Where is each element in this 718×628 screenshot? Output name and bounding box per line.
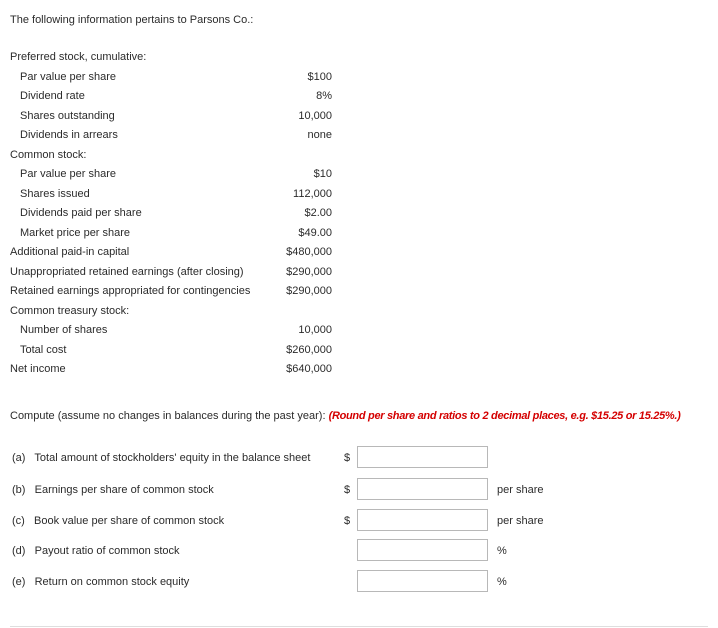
question-e-label: (e) Return on common stock equity bbox=[12, 576, 190, 588]
question-d-unit: % bbox=[497, 545, 507, 557]
treasury-shares-label: Number of shares bbox=[20, 324, 108, 336]
shares-outstanding-row bbox=[10, 107, 340, 127]
treasury-cost-label: Total cost bbox=[20, 343, 67, 356]
net-income-row bbox=[10, 360, 340, 380]
shares-issued-row bbox=[10, 185, 340, 205]
preferred-stock-heading: Preferred stock, cumulative: bbox=[10, 51, 147, 63]
net-income-label: Net income bbox=[10, 363, 66, 375]
apic-value: $480,000 bbox=[286, 246, 332, 258]
preferred-par-value-label: Par value per share bbox=[20, 70, 116, 83]
apic-label: Additional paid-in capital bbox=[10, 246, 130, 258]
instructions-text: Compute (assume no changes in balances during the past year): bbox=[10, 410, 329, 422]
common-stock-heading: Common stock: bbox=[10, 148, 87, 161]
question-c-input[interactable] bbox=[357, 509, 488, 531]
question-c-label: (c) Book value per share of common stock bbox=[12, 515, 225, 527]
dividends-paid-row bbox=[10, 204, 340, 224]
question-d-row bbox=[0, 539, 718, 565]
common-par-value-label: Par value per share bbox=[20, 168, 116, 180]
treasury-stock-heading: Common treasury stock: bbox=[10, 304, 130, 317]
question-b-dollar-sign: $ bbox=[344, 484, 351, 496]
treasury-stock-heading-row bbox=[10, 302, 340, 322]
intro-text: The following information pertains to Parsons Co.: bbox=[10, 14, 254, 26]
question-e-unit: % bbox=[497, 576, 507, 588]
common-par-value-row bbox=[10, 165, 340, 185]
appropriated-re-row bbox=[10, 282, 340, 302]
preferred-par-value-value: $100 bbox=[307, 70, 332, 83]
unappropriated-re-value: $290,000 bbox=[286, 265, 332, 278]
preferred-par-value-row bbox=[10, 68, 340, 88]
dividends-arrears-label: Dividends in arrears bbox=[20, 129, 118, 141]
question-c-dollar-sign: $ bbox=[344, 515, 351, 527]
question-b-input[interactable] bbox=[357, 478, 488, 500]
question-e-row bbox=[0, 570, 718, 596]
treasury-cost-row bbox=[10, 341, 340, 361]
dividends-arrears-value: none bbox=[307, 129, 332, 141]
shares-outstanding-value: 10,000 bbox=[298, 109, 332, 122]
net-income-value: $640,000 bbox=[286, 363, 332, 375]
unappropriated-re-row bbox=[10, 263, 340, 283]
bottom-divider bbox=[10, 626, 708, 627]
question-a-row bbox=[0, 446, 718, 472]
question-a-dollar-sign: $ bbox=[344, 452, 351, 464]
dividend-rate-row bbox=[10, 87, 340, 107]
dividends-paid-label: Dividends paid per share bbox=[20, 207, 142, 219]
treasury-cost-value: $260,000 bbox=[286, 343, 332, 356]
question-d-input[interactable] bbox=[357, 539, 488, 561]
shares-outstanding-label: Shares outstanding bbox=[20, 109, 115, 122]
shares-issued-value: 112,000 bbox=[293, 187, 332, 200]
apic-row bbox=[10, 243, 340, 263]
dividend-rate-label: Dividend rate bbox=[20, 90, 85, 102]
question-a-input[interactable] bbox=[357, 446, 488, 468]
dividend-rate-value: 8% bbox=[316, 90, 332, 102]
question-e-input[interactable] bbox=[357, 570, 488, 592]
treasury-shares-row bbox=[10, 321, 340, 341]
instructions bbox=[10, 410, 681, 422]
unappropriated-re-label: Unappropriated retained earnings (after closing) bbox=[10, 265, 244, 278]
appropriated-re-label: Retained earnings appropriated for contingencies bbox=[10, 285, 251, 297]
market-price-value: $49.00 bbox=[298, 226, 332, 239]
market-price-label: Market price per share bbox=[20, 226, 131, 239]
question-a-label: (a) Total amount of stockholders' equity in the balance sheet bbox=[12, 452, 311, 464]
question-d-label: (d) Payout ratio of common stock bbox=[12, 545, 180, 557]
dividends-paid-value: $2.00 bbox=[304, 207, 332, 219]
dividends-arrears-row bbox=[10, 126, 340, 146]
question-c-unit: per share bbox=[497, 515, 544, 527]
question-b-label: (b) Earnings per share of common stock bbox=[12, 484, 214, 496]
common-stock-heading-row bbox=[10, 146, 340, 166]
appropriated-re-value: $290,000 bbox=[286, 285, 332, 297]
question-c-row bbox=[0, 509, 718, 535]
financial-info-list bbox=[10, 48, 340, 380]
common-par-value-value: $10 bbox=[313, 168, 332, 180]
rounding-note: (Round per share and ratios to 2 decimal places, e.g. $15.25 or 15.25%.) bbox=[328, 410, 681, 422]
shares-issued-label: Shares issued bbox=[20, 187, 90, 200]
market-price-row bbox=[10, 224, 340, 244]
preferred-stock-heading-row bbox=[10, 48, 340, 68]
question-b-unit: per share bbox=[497, 484, 544, 496]
question-b-row bbox=[0, 478, 718, 504]
treasury-shares-value: 10,000 bbox=[298, 324, 332, 336]
